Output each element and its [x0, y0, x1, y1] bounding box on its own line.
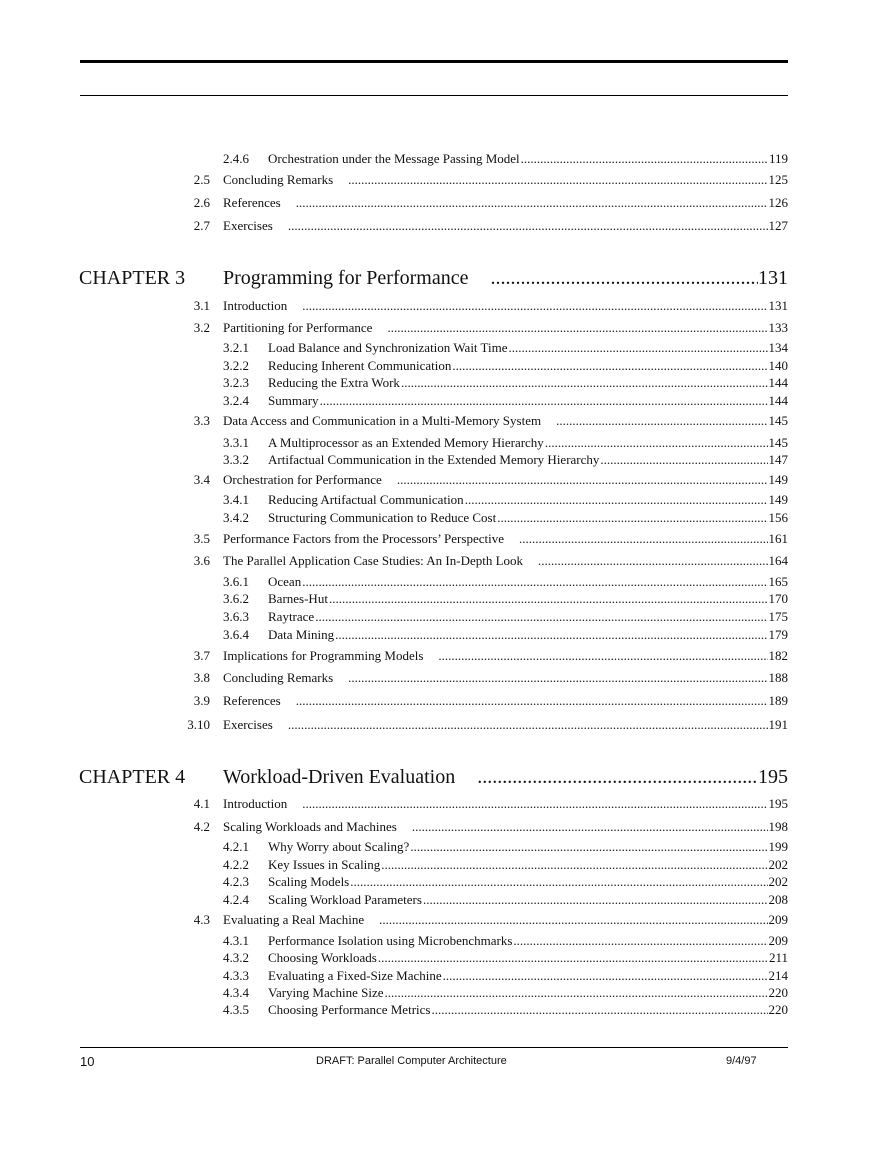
leader-dots: [431, 1001, 767, 1019]
subsection-entry[interactable]: [0, 1001, 893, 1019]
leader-dots: [443, 967, 768, 985]
entry-title: Evaluating a Fixed-Size Machine: [268, 968, 442, 983]
subsection-entry[interactable]: [0, 392, 893, 410]
leader-dots: [513, 932, 767, 950]
entry-number: 2.7: [193, 218, 210, 233]
entry-title: Artifactual Communication in the Extended Memory Hierarchy: [268, 452, 600, 467]
subsection-entry[interactable]: [0, 573, 893, 591]
entry-page: 144: [768, 375, 788, 390]
subsection-entry[interactable]: [0, 949, 893, 967]
entry-page: 202: [768, 874, 788, 889]
header-rule-thin: [80, 95, 788, 96]
entry-number: 3.9: [193, 693, 210, 708]
entry-title: Choosing Workloads: [268, 950, 377, 965]
leader-dots: [423, 891, 768, 909]
leader-dots: [519, 530, 768, 548]
leader-dots: [438, 647, 767, 665]
subsection-entry[interactable]: [0, 891, 893, 909]
entry-number: 3.8: [193, 670, 210, 685]
entry-page: 149: [768, 492, 788, 507]
entry-number: 3.7: [193, 648, 210, 663]
entry-page: 198: [768, 819, 788, 834]
entry-title: Orchestration for Performance: [223, 472, 382, 487]
entry-page: 170: [768, 591, 788, 606]
leader-dots: [296, 692, 768, 710]
entry-page: 209: [768, 933, 788, 948]
entry-title: Partitioning for Performance: [223, 320, 373, 335]
entry-page: 209: [768, 912, 788, 927]
subsection-entry[interactable]: [0, 491, 893, 509]
section-entry[interactable]: [0, 319, 893, 337]
chapter-page: 195: [758, 766, 788, 788]
entry-number: 3.2.4: [223, 393, 249, 408]
section-entry[interactable]: [0, 818, 893, 836]
entry-number: 3.2: [193, 320, 210, 335]
entry-page: 220: [768, 1002, 788, 1017]
entry-number: 3.3.1: [223, 435, 249, 450]
entry-title: Introduction: [223, 298, 288, 313]
entry-number: 4.2.2: [223, 857, 249, 872]
entry-page: 202: [768, 857, 788, 872]
entry-page: 145: [768, 435, 788, 450]
entry-number: 3.6.2: [223, 591, 249, 606]
leader-dots: [556, 412, 767, 430]
subsection-entry[interactable]: [0, 856, 893, 874]
leader-dots: [335, 626, 767, 644]
chapter-heading[interactable]: [0, 764, 893, 790]
entry-title: Performance Factors from the Processors’ Perspective: [223, 531, 504, 546]
entry-page: 175: [768, 609, 788, 624]
leader-dots: [329, 590, 768, 608]
entry-title: Concluding Remarks: [223, 172, 334, 187]
entry-number: 4.2.3: [223, 874, 249, 889]
leader-dots: [288, 716, 768, 734]
entry-page: 211: [768, 950, 788, 965]
entry-number: 3.2.2: [223, 358, 249, 373]
entry-number: 4.3.5: [223, 1002, 249, 1017]
entry-number: 2.4.6: [223, 151, 249, 166]
entry-number: 3.6.1: [223, 574, 249, 589]
chapter-title: Workload-Driven Evaluation: [223, 766, 456, 788]
footer-rule: [80, 1047, 788, 1048]
subsection-entry[interactable]: [0, 838, 893, 856]
leader-dots: [288, 217, 768, 235]
leader-dots: [302, 297, 767, 315]
entry-page: 195: [768, 796, 788, 811]
section-entry[interactable]: [0, 552, 893, 570]
entry-page: 126: [768, 195, 788, 210]
entry-title: Scaling Models: [268, 874, 350, 889]
entry-number: 3.10: [187, 717, 210, 732]
entry-page: 131: [768, 298, 788, 313]
entry-number: 3.4.1: [223, 492, 249, 507]
section-entry[interactable]: [0, 530, 893, 548]
entry-number: 4.3.4: [223, 985, 249, 1000]
entry-page: 145: [768, 413, 788, 428]
subsection-entry[interactable]: [0, 608, 893, 626]
entry-title: References: [223, 693, 281, 708]
running-title: DRAFT: Parallel Computer Architecture: [316, 1055, 507, 1067]
subsection-entry[interactable]: [0, 984, 893, 1002]
subsection-entry[interactable]: [0, 509, 893, 527]
header-rule-thick: [80, 60, 788, 63]
entry-page: 165: [768, 574, 788, 589]
entry-number: 3.6.4: [223, 627, 249, 642]
chapter-title: Programming for Performance: [223, 267, 469, 289]
entry-number: 3.5: [193, 531, 210, 546]
leader-dots: [401, 374, 768, 392]
leader-dots: [412, 818, 768, 836]
entry-number: 3.6: [193, 553, 210, 568]
entry-title: Varying Machine Size: [268, 985, 384, 1000]
entry-number: 4.3.3: [223, 968, 249, 983]
subsection-entry[interactable]: [0, 873, 893, 891]
section-entry[interactable]: [0, 171, 893, 189]
section-entry[interactable]: [0, 795, 893, 813]
leader-dots: [521, 150, 768, 168]
section-entry[interactable]: [0, 669, 893, 687]
entry-title: Reducing the Extra Work: [268, 375, 400, 390]
entry-number: 3.4: [193, 472, 210, 487]
entry-title: Key Issues in Scaling: [268, 857, 381, 872]
entry-number: 4.2.4: [223, 892, 249, 907]
subsection-entry[interactable]: [0, 357, 893, 375]
entry-title: Structuring Communication to Reduce Cost: [268, 510, 497, 525]
leader-dots: [350, 873, 767, 891]
entry-title: Data Mining: [268, 627, 335, 642]
entry-page: 134: [768, 340, 788, 355]
entry-page: 208: [768, 892, 788, 907]
entry-title: Exercises: [223, 218, 273, 233]
leader-dots: [410, 838, 767, 856]
leader-dots: [348, 171, 767, 189]
chapter-page: 131: [758, 267, 788, 289]
leader-dots: [600, 451, 767, 469]
entry-title: Why Worry about Scaling?: [268, 839, 410, 854]
entry-page: 161: [768, 531, 788, 546]
leader-dots: [315, 608, 767, 626]
entry-page: 164: [768, 553, 788, 568]
leader-dots: [465, 491, 768, 509]
leader-dots: [509, 339, 768, 357]
leader-dots: [348, 669, 767, 687]
entry-page: 189: [768, 693, 788, 708]
entry-page: 140: [768, 358, 788, 373]
entry-page: 156: [768, 510, 788, 525]
leader-dots: [320, 392, 768, 410]
entry-number: 3.4.2: [223, 510, 249, 525]
entry-page: 133: [768, 320, 788, 335]
entry-number: 4.2: [193, 819, 210, 834]
subsection-entry[interactable]: [0, 374, 893, 392]
entry-title: Orchestration under the Message Passing Model: [268, 151, 520, 166]
entry-title: Introduction: [223, 796, 288, 811]
entry-title: Choosing Performance Metrics: [268, 1002, 431, 1017]
entry-title: Summary: [268, 393, 319, 408]
leader-dots: [381, 856, 767, 874]
chapter-label: CHAPTER 4: [79, 766, 186, 788]
entry-page: 179: [768, 627, 788, 642]
leader-dots: [387, 319, 767, 337]
section-entry[interactable]: [0, 412, 893, 430]
leader-dots: [477, 764, 758, 790]
entry-page: 182: [768, 648, 788, 663]
leader-dots: [302, 573, 767, 591]
section-entry[interactable]: [0, 471, 893, 489]
entry-title: Raytrace: [268, 609, 315, 624]
entry-number: 3.2.3: [223, 375, 249, 390]
subsection-entry[interactable]: [0, 434, 893, 452]
entry-number: 4.1: [193, 796, 210, 811]
entry-title: Exercises: [223, 717, 273, 732]
subsection-entry[interactable]: [0, 626, 893, 644]
entry-page: 220: [768, 985, 788, 1000]
section-entry[interactable]: [0, 716, 893, 734]
entry-number: 4.2.1: [223, 839, 249, 854]
entry-page: 147: [768, 452, 788, 467]
entry-number: 4.3.1: [223, 933, 249, 948]
entry-number: 2.5: [193, 172, 210, 187]
entry-title: Scaling Workload Parameters: [268, 892, 422, 907]
subsection-entry[interactable]: [0, 339, 893, 357]
entry-title: Ocean: [268, 574, 302, 589]
entry-number: 2.6: [193, 195, 210, 210]
entry-title: References: [223, 195, 281, 210]
entry-title: The Parallel Application Case Studies: An In-Depth Look: [223, 553, 524, 568]
leader-dots: [379, 911, 767, 929]
subsection-entry[interactable]: [0, 590, 893, 608]
entry-page: 127: [768, 218, 788, 233]
entry-number: 3.6.3: [223, 609, 249, 624]
leader-dots: [296, 194, 768, 212]
entry-title: Load Balance and Synchronization Wait Time: [268, 340, 508, 355]
section-entry[interactable]: [0, 297, 893, 315]
leader-dots: [397, 471, 768, 489]
chapter-label: CHAPTER 3: [79, 267, 186, 289]
leader-dots: [385, 984, 768, 1002]
entry-title: Scaling Workloads and Machines: [223, 819, 397, 834]
subsection-entry[interactable]: [0, 967, 893, 985]
entry-page: 191: [768, 717, 788, 732]
entry-title: Data Access and Communication in a Multi-Memory System: [223, 413, 542, 428]
entry-title: Evaluating a Real Machine: [223, 912, 365, 927]
section-entry[interactable]: [0, 217, 893, 235]
entry-page: 214: [768, 968, 788, 983]
page-number: 10: [80, 1054, 95, 1069]
leader-dots: [302, 795, 767, 813]
entry-number: 3.1: [193, 298, 210, 313]
entry-number: 4.3: [193, 912, 210, 927]
leader-dots: [378, 949, 768, 967]
draft-date: 9/4/97: [726, 1055, 757, 1067]
entry-page: 199: [768, 839, 788, 854]
entry-page: 119: [768, 151, 788, 166]
entry-page: 144: [768, 393, 788, 408]
entry-title: Reducing Artifactual Communication: [268, 492, 464, 507]
entry-title: Implications for Programming Models: [223, 648, 424, 663]
entry-title: A Multiprocessor as an Extended Memory Hierarchy: [268, 435, 544, 450]
subsection-entry[interactable]: [0, 932, 893, 950]
entry-number: 3.3.2: [223, 452, 249, 467]
entry-page: 149: [768, 472, 788, 487]
leader-dots: [538, 552, 767, 570]
entry-page: 188: [768, 670, 788, 685]
leader-dots: [452, 357, 767, 375]
entry-title: Barnes-Hut: [268, 591, 328, 606]
entry-title: Performance Isolation using Microbenchmarks: [268, 933, 513, 948]
section-entry[interactable]: [0, 911, 893, 929]
entry-number: 4.3.2: [223, 950, 249, 965]
leader-dots: [490, 265, 758, 291]
entry-page: 125: [768, 172, 788, 187]
entry-title: Concluding Remarks: [223, 670, 334, 685]
section-entry[interactable]: [0, 692, 893, 710]
entry-title: Reducing Inherent Communication: [268, 358, 452, 373]
section-entry[interactable]: [0, 194, 893, 212]
leader-dots: [545, 434, 768, 452]
entry-number: 3.3: [193, 413, 210, 428]
subsection-entry[interactable]: [0, 451, 893, 469]
section-entry[interactable]: [0, 647, 893, 665]
entry-number: 3.2.1: [223, 340, 249, 355]
subsection-entry[interactable]: [0, 150, 893, 168]
leader-dots: [497, 509, 767, 527]
chapter-heading[interactable]: [0, 265, 893, 291]
